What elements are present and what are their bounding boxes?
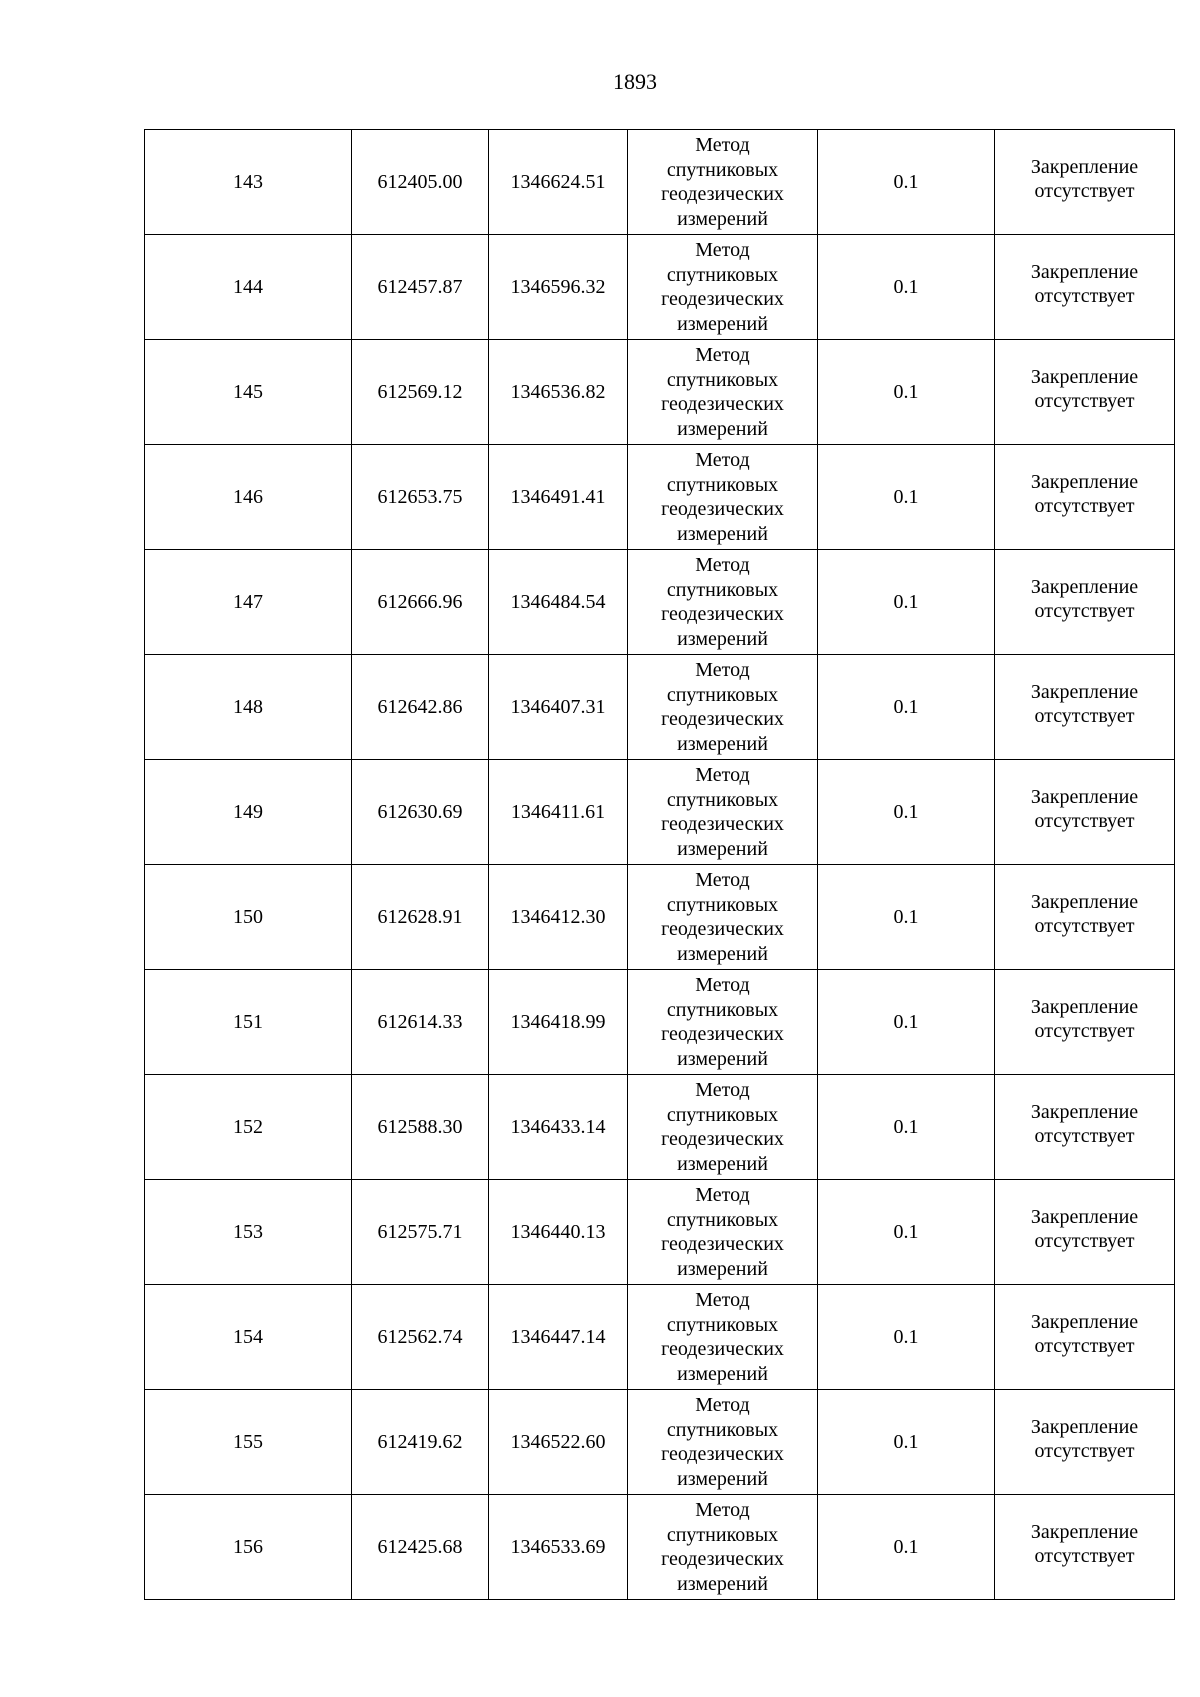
table-row bbox=[145, 1285, 1175, 1390]
method-cell: Метод спутниковых геодезических измерений bbox=[628, 445, 818, 550]
point-number-cell: 152 bbox=[145, 1075, 352, 1180]
x-coordinate-cell: 612425.68 bbox=[352, 1495, 489, 1600]
table-row bbox=[145, 550, 1175, 655]
y-coordinate-cell: 1346433.14 bbox=[489, 1075, 628, 1180]
table-row bbox=[145, 760, 1175, 865]
table-row bbox=[145, 1075, 1175, 1180]
accuracy-cell: 0.1 bbox=[818, 1495, 995, 1600]
x-coordinate-cell: 612630.69 bbox=[352, 760, 489, 865]
x-coordinate-cell: 612642.86 bbox=[352, 655, 489, 760]
accuracy-cell: 0.1 bbox=[818, 1075, 995, 1180]
point-number-cell: 148 bbox=[145, 655, 352, 760]
x-coordinate-cell: 612457.87 bbox=[352, 235, 489, 340]
method-cell: Метод спутниковых геодезических измерений bbox=[628, 1180, 818, 1285]
x-coordinate-cell: 612419.62 bbox=[352, 1390, 489, 1495]
table-row bbox=[145, 865, 1175, 970]
y-coordinate-cell: 1346536.82 bbox=[489, 340, 628, 445]
table-row bbox=[145, 235, 1175, 340]
point-number-cell: 147 bbox=[145, 550, 352, 655]
accuracy-cell: 0.1 bbox=[818, 130, 995, 235]
table-row bbox=[145, 1495, 1175, 1600]
fixing-cell: Закрепление отсутствует bbox=[995, 1495, 1175, 1600]
coordinates-table bbox=[144, 129, 1175, 1600]
x-coordinate-cell: 612562.74 bbox=[352, 1285, 489, 1390]
fixing-cell: Закрепление отсутствует bbox=[995, 130, 1175, 235]
fixing-cell: Закрепление отсутствует bbox=[995, 970, 1175, 1075]
x-coordinate-cell: 612628.91 bbox=[352, 865, 489, 970]
point-number-cell: 146 bbox=[145, 445, 352, 550]
point-number-cell: 151 bbox=[145, 970, 352, 1075]
fixing-cell: Закрепление отсутствует bbox=[995, 865, 1175, 970]
accuracy-cell: 0.1 bbox=[818, 550, 995, 655]
y-coordinate-cell: 1346522.60 bbox=[489, 1390, 628, 1495]
x-coordinate-cell: 612569.12 bbox=[352, 340, 489, 445]
x-coordinate-cell: 612614.33 bbox=[352, 970, 489, 1075]
accuracy-cell: 0.1 bbox=[818, 235, 995, 340]
x-coordinate-cell: 612405.00 bbox=[352, 130, 489, 235]
page-number: 1893 bbox=[613, 69, 657, 94]
point-number-cell: 149 bbox=[145, 760, 352, 865]
fixing-cell: Закрепление отсутствует bbox=[995, 550, 1175, 655]
method-cell: Метод спутниковых геодезических измерений bbox=[628, 970, 818, 1075]
accuracy-cell: 0.1 bbox=[818, 655, 995, 760]
table-row bbox=[145, 1390, 1175, 1495]
table-row bbox=[145, 130, 1175, 235]
method-cell: Метод спутниковых геодезических измерений bbox=[628, 550, 818, 655]
point-number-cell: 143 bbox=[145, 130, 352, 235]
y-coordinate-cell: 1346533.69 bbox=[489, 1495, 628, 1600]
y-coordinate-cell: 1346447.14 bbox=[489, 1285, 628, 1390]
point-number-cell: 150 bbox=[145, 865, 352, 970]
method-cell: Метод спутниковых геодезических измерений bbox=[628, 760, 818, 865]
y-coordinate-cell: 1346624.51 bbox=[489, 130, 628, 235]
method-cell: Метод спутниковых геодезических измерений bbox=[628, 1390, 818, 1495]
y-coordinate-cell: 1346440.13 bbox=[489, 1180, 628, 1285]
method-cell: Метод спутниковых геодезических измерений bbox=[628, 1495, 818, 1600]
accuracy-cell: 0.1 bbox=[818, 760, 995, 865]
accuracy-cell: 0.1 bbox=[818, 1390, 995, 1495]
fixing-cell: Закрепление отсутствует bbox=[995, 235, 1175, 340]
y-coordinate-cell: 1346418.99 bbox=[489, 970, 628, 1075]
x-coordinate-cell: 612666.96 bbox=[352, 550, 489, 655]
point-number-cell: 145 bbox=[145, 340, 352, 445]
y-coordinate-cell: 1346407.31 bbox=[489, 655, 628, 760]
accuracy-cell: 0.1 bbox=[818, 340, 995, 445]
method-cell: Метод спутниковых геодезических измерений bbox=[628, 340, 818, 445]
table-row bbox=[145, 445, 1175, 550]
method-cell: Метод спутниковых геодезических измерений bbox=[628, 1075, 818, 1180]
y-coordinate-cell: 1346491.41 bbox=[489, 445, 628, 550]
method-cell: Метод спутниковых геодезических измерений bbox=[628, 655, 818, 760]
x-coordinate-cell: 612575.71 bbox=[352, 1180, 489, 1285]
method-cell: Метод спутниковых геодезических измерений bbox=[628, 1285, 818, 1390]
fixing-cell: Закрепление отсутствует bbox=[995, 445, 1175, 550]
y-coordinate-cell: 1346411.61 bbox=[489, 760, 628, 865]
point-number-cell: 154 bbox=[145, 1285, 352, 1390]
method-cell: Метод спутниковых геодезических измерений bbox=[628, 865, 818, 970]
accuracy-cell: 0.1 bbox=[818, 865, 995, 970]
point-number-cell: 153 bbox=[145, 1180, 352, 1285]
fixing-cell: Закрепление отсутствует bbox=[995, 1285, 1175, 1390]
table-row bbox=[145, 340, 1175, 445]
point-number-cell: 144 bbox=[145, 235, 352, 340]
fixing-cell: Закрепление отсутствует bbox=[995, 340, 1175, 445]
accuracy-cell: 0.1 bbox=[818, 970, 995, 1075]
x-coordinate-cell: 612653.75 bbox=[352, 445, 489, 550]
accuracy-cell: 0.1 bbox=[818, 445, 995, 550]
point-number-cell: 156 bbox=[145, 1495, 352, 1600]
table-body bbox=[145, 130, 1175, 1600]
method-cell: Метод спутниковых геодезических измерений bbox=[628, 130, 818, 235]
y-coordinate-cell: 1346484.54 bbox=[489, 550, 628, 655]
accuracy-cell: 0.1 bbox=[818, 1285, 995, 1390]
fixing-cell: Закрепление отсутствует bbox=[995, 1180, 1175, 1285]
table-row bbox=[145, 970, 1175, 1075]
table-row bbox=[145, 655, 1175, 760]
y-coordinate-cell: 1346596.32 bbox=[489, 235, 628, 340]
y-coordinate-cell: 1346412.30 bbox=[489, 865, 628, 970]
table-row bbox=[145, 1180, 1175, 1285]
accuracy-cell: 0.1 bbox=[818, 1180, 995, 1285]
fixing-cell: Закрепление отсутствует bbox=[995, 655, 1175, 760]
fixing-cell: Закрепление отсутствует bbox=[995, 1075, 1175, 1180]
x-coordinate-cell: 612588.30 bbox=[352, 1075, 489, 1180]
fixing-cell: Закрепление отсутствует bbox=[995, 760, 1175, 865]
point-number-cell: 155 bbox=[145, 1390, 352, 1495]
fixing-cell: Закрепление отсутствует bbox=[995, 1390, 1175, 1495]
method-cell: Метод спутниковых геодезических измерений bbox=[628, 235, 818, 340]
